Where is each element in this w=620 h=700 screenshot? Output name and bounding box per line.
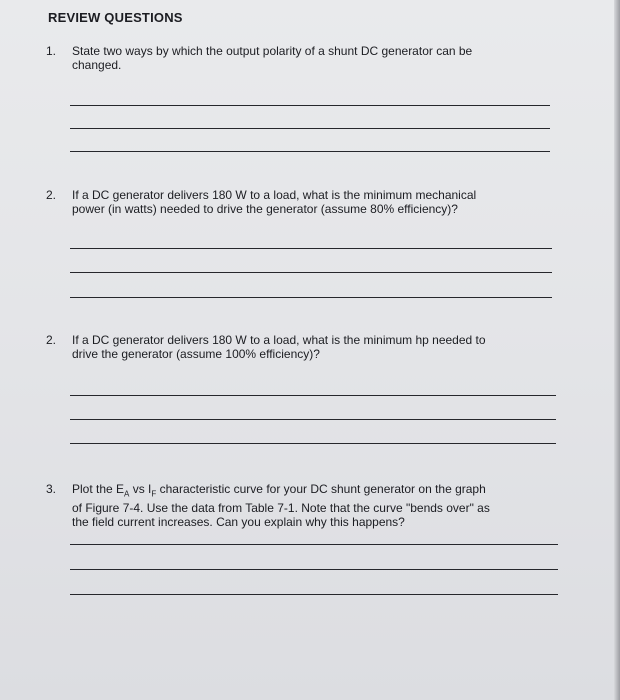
question-line: of Figure 7-4. Use the data from Table 7-1. Note that the curve "bends over" as xyxy=(72,501,490,516)
page-title: REVIEW QUESTIONS xyxy=(48,10,183,25)
question-line: the field current increases. Can you explain why this happens? xyxy=(72,515,405,530)
question-text xyxy=(72,482,490,529)
question-number: 1. xyxy=(46,44,57,58)
question-text xyxy=(72,188,476,216)
answer-line[interactable] xyxy=(70,105,550,106)
answer-line[interactable] xyxy=(70,272,552,273)
question-text xyxy=(72,333,486,361)
question-line: changed. xyxy=(72,58,122,72)
question-number: 2. xyxy=(46,333,57,347)
question-line: If a DC generator delivers 180 W to a load, what is the minimum mechanical xyxy=(72,188,477,202)
paper-edge-shadow xyxy=(614,0,620,700)
question-line: State two ways by which the output polarity of a shunt DC generator can be xyxy=(72,44,473,58)
question-text xyxy=(72,44,472,72)
question-number: 3. xyxy=(46,482,57,496)
question-number: 2. xyxy=(46,188,57,202)
answer-line[interactable] xyxy=(70,544,558,545)
answer-line[interactable] xyxy=(70,419,556,420)
answer-line[interactable] xyxy=(70,395,556,396)
question-line: power (in watts) needed to drive the generator (assume 80% efficiency)? xyxy=(72,202,458,216)
answer-line[interactable] xyxy=(70,569,558,570)
answer-line[interactable] xyxy=(70,128,550,129)
answer-line[interactable] xyxy=(70,594,558,595)
question-line: If a DC generator delivers 180 W to a load, what is the minimum hp needed to xyxy=(72,333,486,347)
answer-line[interactable] xyxy=(70,297,552,298)
answer-line[interactable] xyxy=(70,248,552,249)
answer-line[interactable] xyxy=(70,151,550,152)
answer-line[interactable] xyxy=(70,443,556,444)
question-line: Plot the $E_A$ vs $I_F$ characteristic curve for your DC shunt generator on the graph xyxy=(72,482,486,499)
question-line: drive the generator (assume 100% efficiency)? xyxy=(72,347,320,361)
